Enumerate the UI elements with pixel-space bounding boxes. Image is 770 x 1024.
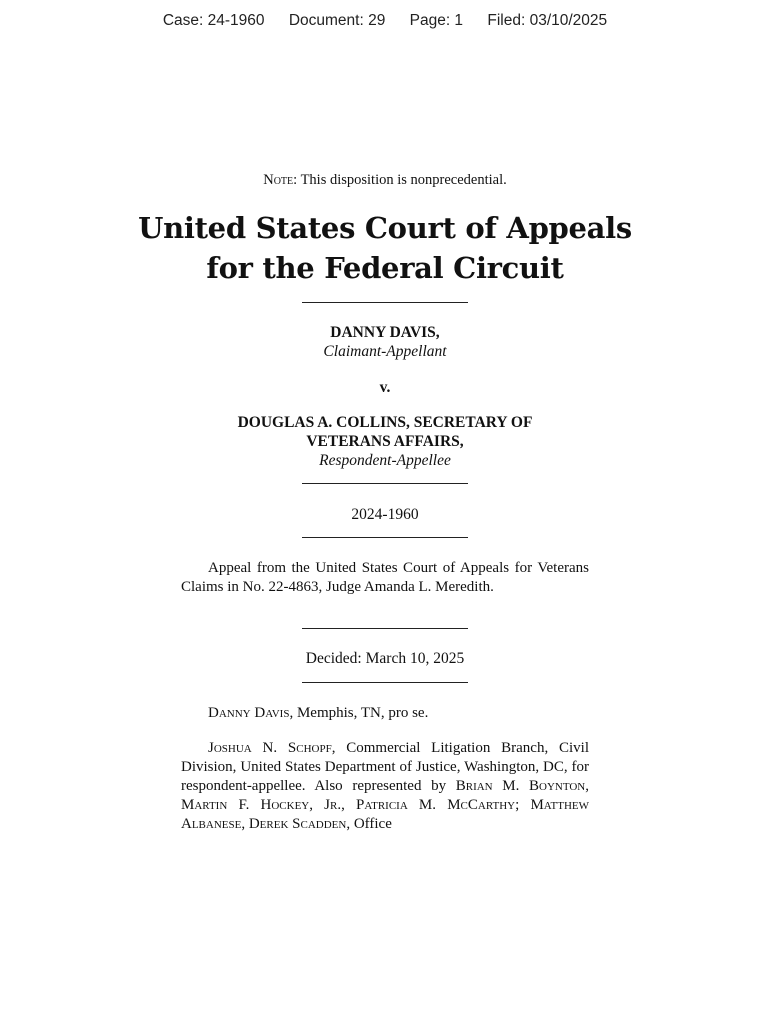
divider	[302, 682, 468, 683]
counsel-name: Brian M. Boynton	[455, 778, 586, 794]
divider	[302, 537, 468, 538]
counsel-name: Matthew Albanese	[181, 797, 589, 832]
case-number: Case: 24-1960	[162, 12, 265, 29]
appellee-name-line1: DOUGLAS A. COLLINS, SECRETARY OF	[237, 414, 533, 431]
divider	[302, 483, 468, 484]
appellee-role: Respondent-Appellee	[319, 452, 451, 469]
appellant-block	[0, 323, 770, 361]
counsel-text: , Commercial Litigation Branch, Civil Division, United States Department of Justice, Washington, DC, for respondent-appellee. Also represented by	[181, 740, 589, 794]
divider	[302, 302, 468, 303]
appeal-origin-paragraph: Appeal from the United States Court of Appeals for Veterans Claims in No. 22-4863, Judge Amanda L. Meredith.	[181, 560, 589, 595]
divider	[302, 628, 468, 629]
counsel-name: Danny Davis	[208, 705, 290, 721]
counsel-separator: ,	[341, 797, 357, 813]
filed-date: Filed: 03/10/2025	[487, 12, 608, 29]
court-title-line1: United States Court of Appeals	[138, 211, 632, 245]
appellant-counsel-paragraph	[181, 704, 589, 723]
counsel-separator: ,	[241, 816, 249, 832]
filing-header	[0, 12, 770, 30]
note-text: This disposition is nonprecedential.	[300, 172, 507, 188]
counsel-separator: ;	[515, 797, 531, 813]
counsel-text: , Office	[346, 816, 392, 832]
counsel-name: Martin F. Hockey, Jr.	[181, 797, 342, 813]
document-number: Document: 29	[288, 12, 386, 29]
note-label: Note:	[263, 172, 298, 188]
page-number: Page: 1	[409, 12, 464, 29]
counsel-text: , Memphis, TN, pro se.	[289, 705, 429, 721]
appellee-block	[0, 413, 770, 470]
versus: v.	[379, 379, 391, 396]
appellee-counsel-paragraph	[181, 739, 589, 834]
docket-number: 2024-1960	[351, 506, 419, 523]
counsel-name: Patricia M. McCarthy	[356, 797, 516, 813]
appellant-role: Claimant-Appellant	[323, 343, 447, 360]
appellant-name: DANNY DAVIS,	[330, 324, 440, 341]
counsel-name: Joshua N. Schopf	[208, 740, 332, 756]
court-title	[0, 208, 770, 288]
counsel-separator: ,	[585, 778, 589, 794]
court-title-line2: for the Federal Circuit	[206, 251, 564, 285]
decided-date: Decided: March 10, 2025	[305, 650, 465, 667]
disposition-note	[0, 172, 770, 189]
counsel-name: Derek Scadden	[248, 816, 347, 832]
appellee-name-line2: VETERANS AFFAIRS,	[306, 433, 464, 450]
